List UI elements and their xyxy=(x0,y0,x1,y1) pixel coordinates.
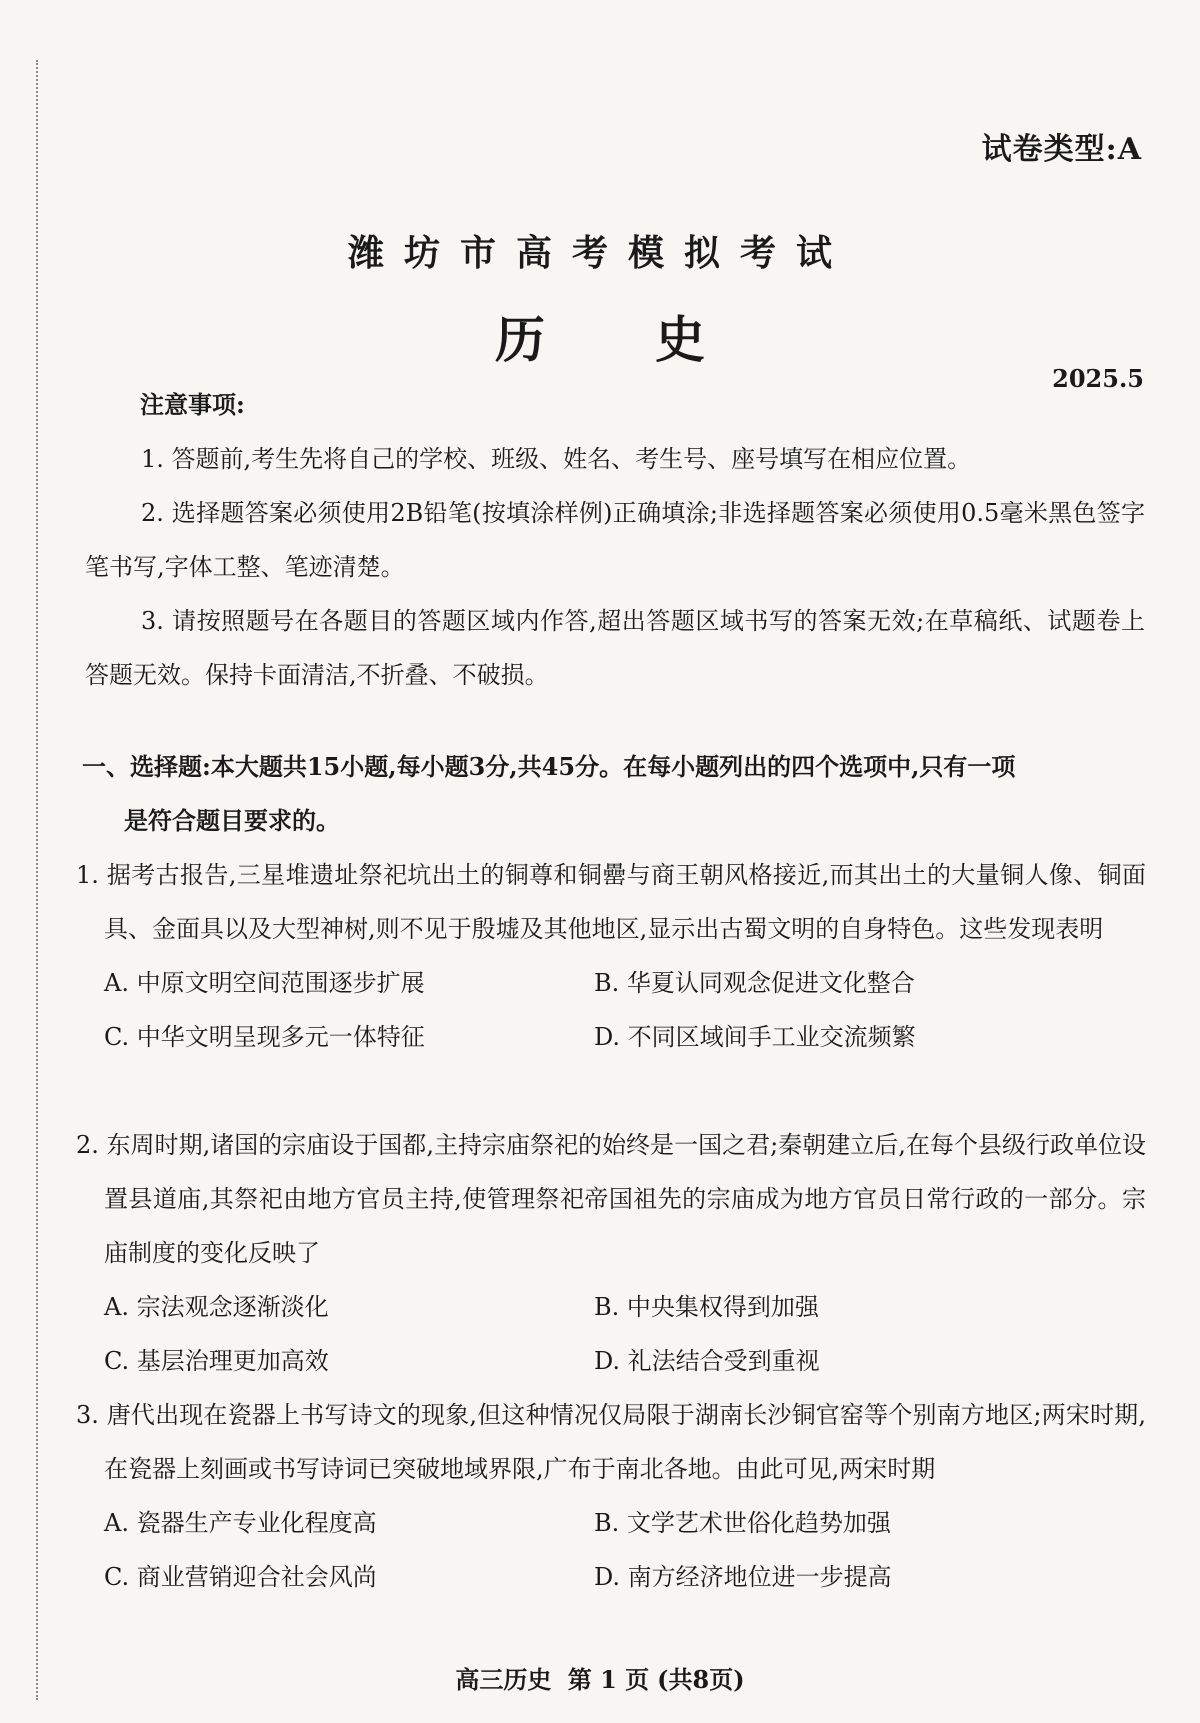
option-a: A. 中原文明空间范围逐步扩展 xyxy=(104,969,425,997)
question-1 xyxy=(76,848,1146,1064)
notice-item-1: 1. 答题前,考生先将自己的学校、班级、姓名、考生号、座号填写在相应位置。 xyxy=(141,445,972,473)
option-list xyxy=(76,1496,1146,1604)
section-heading-line2: 是符合题目要求的。 xyxy=(124,806,340,835)
option-d: D. 南方经济地位进一步提高 xyxy=(594,1563,892,1591)
question-stem: 1. 据考古报告,三星堆遗址祭祀坑出土的铜尊和铜罍与商王朝风格接近,而其出土的大量铜人像、铜面具、金面具以及大型神树,则不见于殷墟及其他地区,显示出古蜀文明的自身特色。这些发现表明 xyxy=(76,861,1146,943)
option-b: B. 华夏认同观念促进文化整合 xyxy=(594,969,915,997)
option-d: D. 不同区域间手工业交流频繁 xyxy=(594,1023,916,1051)
notice-item-2: 2. 选择题答案必须使用2B铅笔(按填涂样例)正确填涂;非选择题答案必须使用0.5毫米黑色签字笔书写,字体工整、笔迹清楚。 xyxy=(85,499,1145,581)
option-c: C. 商业营销迎合社会风尚 xyxy=(104,1563,377,1591)
subject-title: 历史 xyxy=(495,310,815,369)
option-b: B. 文学艺术世俗化趋势加强 xyxy=(594,1509,891,1537)
page-footer xyxy=(0,1660,1200,1695)
section-heading-line1: 一、选择题:本大题共15小题,每小题3分,共45分。在每小题列出的四个选项中,只有一项 xyxy=(82,752,1016,781)
option-c: C. 基层治理更加高效 xyxy=(104,1347,329,1375)
option-c: C. 中华文明呈现多元一体特征 xyxy=(104,1023,425,1051)
question-stem: 3. 唐代出现在瓷器上书写诗文的现象,但这种情况仅局限于湖南长沙铜官窑等个别南方地区;两宋时期,在瓷器上刻画或书写诗词已突破地域界限,广布于南北各地。由此可见,两宋时期 xyxy=(76,1401,1146,1483)
footer-total: (共8页) xyxy=(657,1665,745,1694)
footer-label: 高三历史 xyxy=(455,1665,552,1694)
question-3 xyxy=(76,1388,1146,1604)
question-2 xyxy=(76,1118,1146,1388)
option-b: B. 中央集权得到加强 xyxy=(594,1293,819,1321)
question-stem: 2. 东周时期,诸国的宗庙设于国都,主持宗庙祭祀的始终是一国之君;秦朝建立后,在每个县级行政单位设置县道庙,其祭祀由地方官员主持,使管理祭祀帝国祖先的宗庙成为地方官员日常行政的一部分。宗庙制度的变化反映了 xyxy=(76,1131,1146,1267)
option-list xyxy=(76,1280,1146,1388)
exam-date: 2025.5 xyxy=(1052,364,1144,393)
footer-page: 第 1 页 xyxy=(567,1665,650,1694)
option-a: A. 宗法观念逐渐淡化 xyxy=(104,1293,329,1321)
option-list xyxy=(76,956,1146,1064)
notice-title: 注意事项: xyxy=(140,390,245,419)
section-heading xyxy=(82,740,1152,848)
exam-type-label: 试卷类型:A xyxy=(981,132,1142,167)
notice-item-3: 3. 请按照题号在各题目的答题区域内作答,超出答题区域书写的答案无效;在草稿纸、试题卷上答题无效。保持卡面清洁,不折叠、不破损。 xyxy=(85,607,1145,689)
option-a: A. 瓷器生产专业化程度高 xyxy=(104,1509,377,1537)
option-d: D. 礼法结合受到重视 xyxy=(594,1347,820,1375)
exam-header: 潍坊市高考模拟考试 xyxy=(347,232,852,274)
